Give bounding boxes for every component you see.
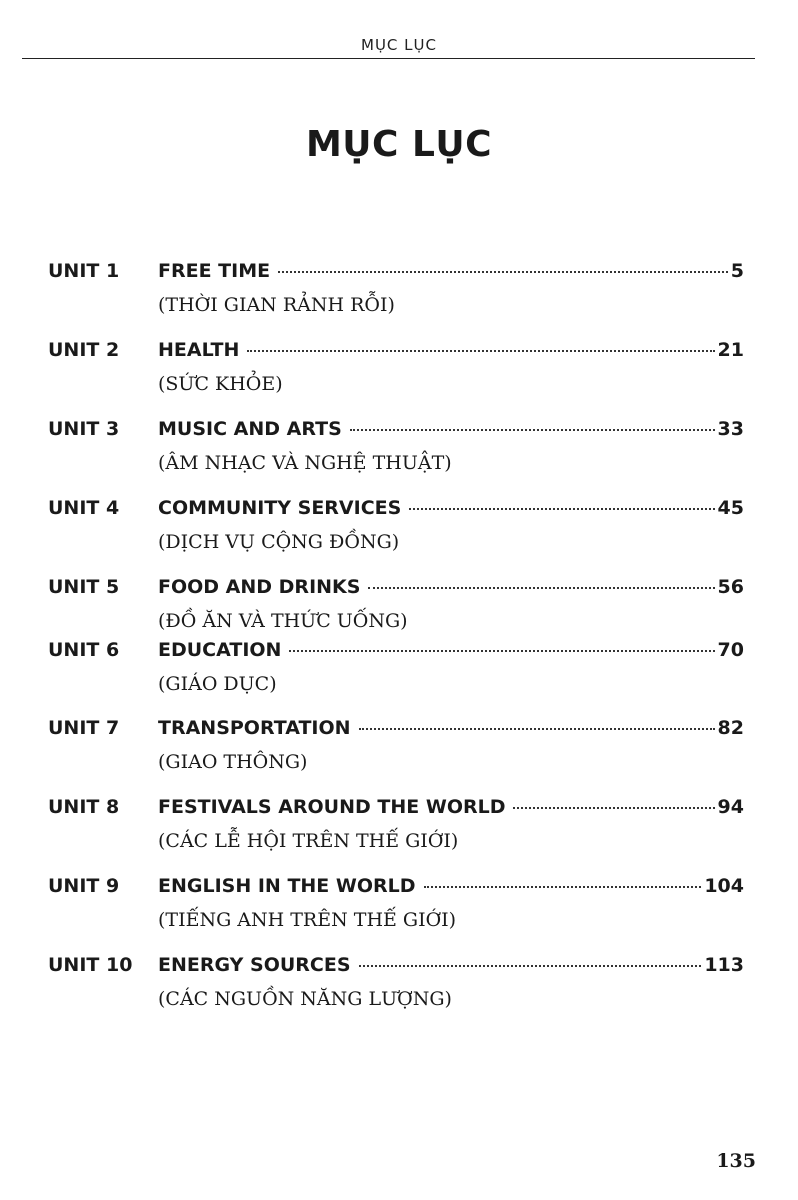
unit-label: UNIT 2 — [48, 339, 120, 361]
title-row — [158, 260, 744, 282]
entry-title: MUSIC AND ARTS — [158, 418, 342, 440]
dot-leader — [368, 587, 714, 589]
title-row — [158, 497, 744, 519]
page-number: 5 — [730, 260, 744, 282]
unit-label: UNIT 7 — [48, 717, 120, 739]
entry-subtitle: (GIÁO DỤC) — [158, 673, 277, 695]
page-number: 113 — [704, 954, 744, 976]
dot-leader — [350, 429, 715, 431]
unit-label: UNIT 5 — [48, 576, 120, 598]
page-number: 45 — [717, 497, 744, 519]
unit-label: UNIT 8 — [48, 796, 120, 818]
entry-title: ENERGY SOURCES — [158, 954, 351, 976]
toc-entry[interactable] — [0, 576, 798, 646]
page-number: 82 — [717, 717, 744, 739]
entry-title: COMMUNITY SERVICES — [158, 497, 402, 519]
toc-entry[interactable] — [0, 260, 798, 330]
dot-leader — [513, 807, 714, 809]
entry-title: ENGLISH IN THE WORLD — [158, 875, 416, 897]
toc-entry[interactable] — [0, 639, 798, 709]
page-number: 94 — [717, 796, 744, 818]
dot-leader — [424, 886, 702, 888]
entry-title: FESTIVALS AROUND THE WORLD — [158, 796, 506, 818]
page-number: 70 — [717, 639, 744, 661]
toc-entry[interactable] — [0, 497, 798, 567]
toc-entry[interactable] — [0, 717, 798, 787]
toc-entry[interactable] — [0, 339, 798, 409]
toc-entry[interactable] — [0, 954, 798, 1024]
dot-leader — [278, 271, 728, 273]
page-number: 33 — [717, 418, 744, 440]
dot-leader — [359, 728, 715, 730]
title-row — [158, 875, 744, 897]
page-number: 56 — [717, 576, 744, 598]
page-number: 104 — [704, 875, 744, 897]
entry-subtitle: (THỜI GIAN RẢNH RỖI) — [158, 294, 395, 316]
toc-entry[interactable] — [0, 796, 798, 866]
toc-entry[interactable] — [0, 875, 798, 945]
unit-label: UNIT 3 — [48, 418, 120, 440]
entry-title: HEALTH — [158, 339, 240, 361]
entry-subtitle: (GIAO THÔNG) — [158, 751, 308, 773]
title-row — [158, 339, 744, 361]
dot-leader — [289, 650, 714, 652]
entry-title: FOOD AND DRINKS — [158, 576, 361, 598]
dot-leader — [247, 350, 714, 352]
entry-subtitle: (SỨC KHỎE) — [158, 373, 283, 395]
entry-subtitle: (ÂM NHẠC VÀ NGHỆ THUẬT) — [158, 452, 452, 474]
page-number-footer: 135 — [716, 1150, 756, 1172]
page-number: 21 — [717, 339, 744, 361]
entry-subtitle: (DỊCH VỤ CỘNG ĐỒNG) — [158, 531, 400, 553]
dot-leader — [359, 965, 702, 967]
entry-title: FREE TIME — [158, 260, 271, 282]
entry-subtitle: (TIẾNG ANH TRÊN THẾ GIỚI) — [158, 909, 457, 931]
unit-label: UNIT 9 — [48, 875, 120, 897]
toc-entry[interactable] — [0, 418, 798, 488]
title-row — [158, 954, 744, 976]
entry-subtitle: (CÁC NGUỒN NĂNG LƯỢNG) — [158, 988, 452, 1010]
title-row — [158, 639, 744, 661]
header-rule — [22, 58, 755, 59]
entry-title: TRANSPORTATION — [158, 717, 351, 739]
unit-label: UNIT 10 — [48, 954, 133, 976]
dot-leader — [409, 508, 714, 510]
unit-label: UNIT 4 — [48, 497, 120, 519]
title-row — [158, 717, 744, 739]
unit-label: UNIT 1 — [48, 260, 120, 282]
unit-label: UNIT 6 — [48, 639, 120, 661]
page-title: MỤC LỤC — [305, 124, 493, 165]
title-row — [158, 576, 744, 598]
title-row — [158, 418, 744, 440]
entry-subtitle: (ĐỒ ĂN VÀ THỨC UỐNG) — [158, 610, 408, 632]
running-header: MỤC LỤC — [361, 36, 437, 54]
entry-title: EDUCATION — [158, 639, 282, 661]
entry-subtitle: (CÁC LỄ HỘI TRÊN THẾ GIỚI) — [158, 830, 459, 852]
title-row — [158, 796, 744, 818]
